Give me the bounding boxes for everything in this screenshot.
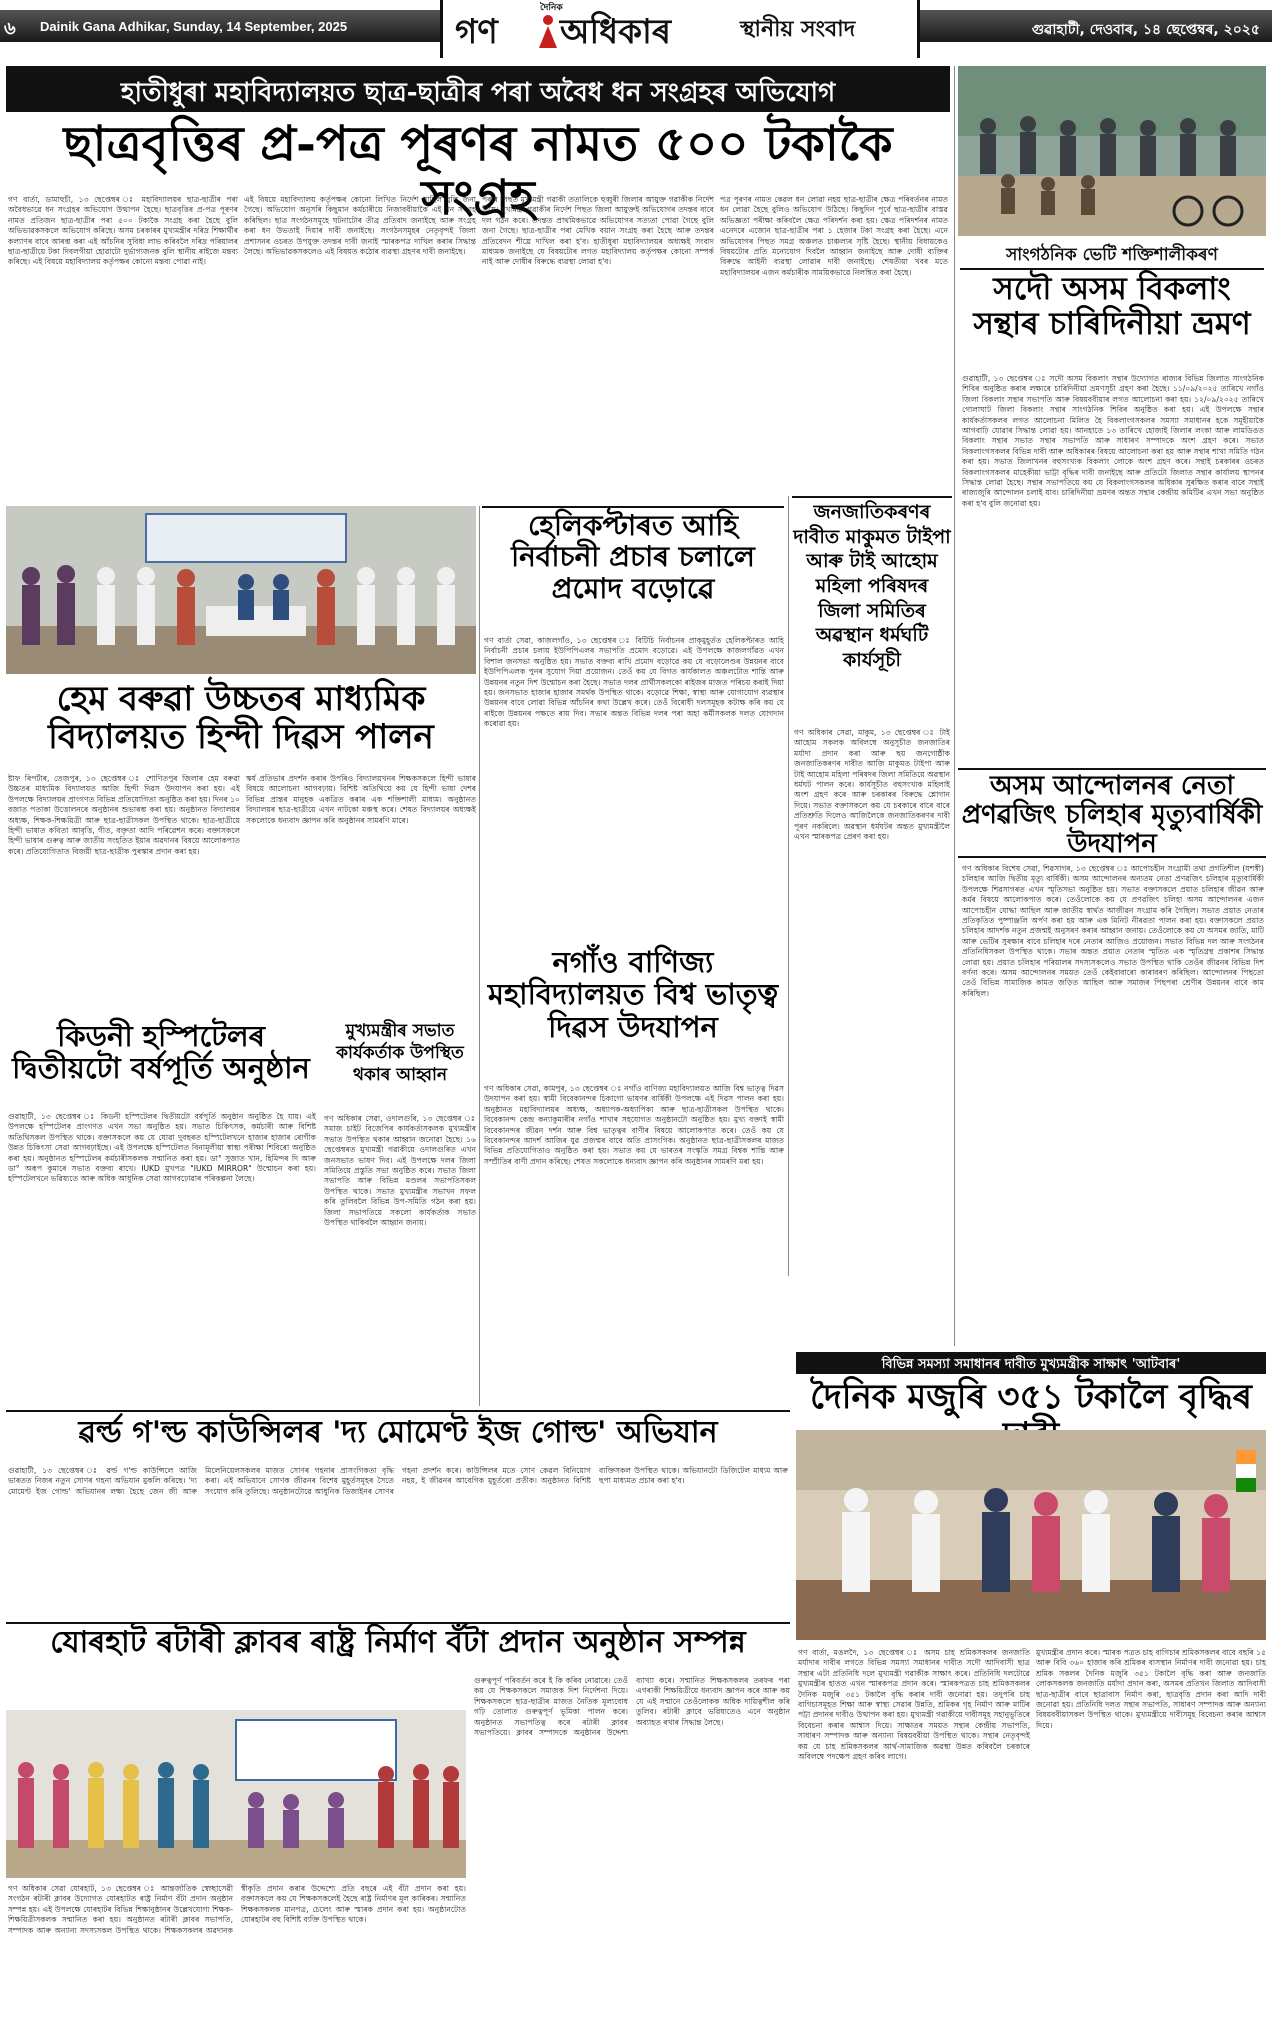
cm-text: গণ অধিকাৰ সেৱা, ওদালগুৰি, ১৩ ছেপ্তেম্বৰ ঃ সমাজ চাইট বিজেপিৰ কাৰ্যকৰ্তাসকলক মুখ্যমন্ত্ৰীৰ সভাত উপস্থিত থকাৰ আহ্বান জনোৱা হৈছে। ১৬ ছেপ্তেম্বৰত মুখ্যমন্ত্ৰী গৱাকীয়ে ওদালগুৰিত এখন জনসভাত ভাষণ দিব। এই উপলক্ষে দলৰ জিলা সমিতিয়ে প্ৰস্তুতি সভা অনুষ্ঠিত কৰে। সভাত জিলা সভাপতি আৰু বিভিন্ন মণ্ডলৰ সভাপতিসকল উপস্থিত থাকে। সভাত মুখ্যমন্ত্ৰীৰ সভাখন সফল কৰি তুলিবলৈ বিভিন্ন উপ-সমিতি গঠন কৰা হয়। জিলা সভাপতিয়ে সকলো কাৰ্যকৰ্তাক সভাত উপস্থিত থাকিবলৈ আহ্বান জনায়। bbox=[324, 1114, 476, 1228]
lead-col-4: পত্ৰ পূৰণৰ নামত কেৱল ধন লোৱা নহয় ছাত্ৰ-ছাত্ৰীৰ ক্ষেত্ৰ পৰিবৰ্তনৰ নামত ধন লোৱা হৈছে বুলিও অভিযোগ উঠিছে। কিছুদিন পূৰ্বে ছাত্ৰ-ছাত্ৰীৰ বাস্তৱ অভিজ্ঞতা পৰীক্ষা কৰিবলৈ ক্ষেত্ৰ পৰিদৰ্শন কৰা হয়। ক্ষেত্ৰ পৰিদৰ্শনৰ নামত এনেদৰে এজোন ছাত্ৰ-ছাত্ৰীৰ পৰা ১ হেজাৰ টকা সংগ্ৰহ কৰা হৈছে। এনে অভিযোগৰ পিছত সমগ্ৰ অঞ্চলত চাঞ্চল্যৰ সৃষ্টি হৈছে। স্থানীয় বিধায়কেও বিষয়টোৰ প্ৰতি মনোযোগ দিবলৈ আহ্বান জনাইছে আৰু দোষী ব্যক্তিৰ বিৰুদ্ধে আইনী ব্যৱস্থা লোৱাৰ দাবী জনাইছে। শেষতীয়া খবৰ মতে মহাবিদ্যালয়ৰ এজন কৰ্মচাৰীক সাময়িকভাৱে নিলম্বিত কৰা হৈছে। bbox=[720, 195, 948, 277]
rotary-headline: যোৰহাট ৰটাৰী ক্লাবৰ ৰাষ্ট্ৰ নিৰ্মাণ বঁটা প্ৰদান অনুষ্ঠান সম্পন্ন bbox=[50, 1625, 746, 1660]
disabled-kicker: সাংগঠনিক ভেটি শক্তিশালীকৰণ bbox=[1006, 245, 1218, 265]
wage-text-1: গণ বাৰ্তা, মঙলদৈ, ১৩ ছেপ্তেম্বৰ ঃ অসম চাহ শ্ৰমিকসকলৰ জনজাতি মৰ্যাদাৰ দাবীৰ লগতে বিভিন্ন সমস্যা সমাধানৰ দাবীত সদৌ আদিবাসী ছাত্ৰ সন্থাৰ এটা প্ৰতিনিধি দলে মুখ্যমন্ত্ৰী গৱাকীক সাক্ষাৎ কৰে। প্ৰতিনিধি দলটোৱে মুখ্যমন্ত্ৰীৰ হাতত এখন স্মাৰকপত্ৰ প্ৰদান কৰে। স্মাৰকপত্ৰত চাহ শ্ৰমিকসকলৰ দৈনিক মজুৰি ৩৫১ টকালৈ বৃদ্ধি কৰাৰ দাবী জনোৱা হয়। তদুপৰি চাহ বাগিচাসমূহত শিক্ষা আৰু স্বাস্থ্য সেৱাৰ উন্নতি, শ্ৰমিকৰ গৃহ নিৰ্মাণ আৰু মাটিৰ পট্টা প্ৰদানৰ দাবীও উত্থাপন কৰা হয়। মুখ্যমন্ত্ৰী গৱাকীয়ে দাবীসমূহ সহানুভূতিৰে বিবেচনা কৰাৰ আশ্বাস দিয়ে। সাক্ষাতৰ সময়ত সন্থাৰ কেন্দ্ৰীয় সভাপতি, সাধাৰণ সম্পাদক আৰু অন্যান্য বিষয়ববীয়া উপস্থিত থাকে। সন্থাৰ নেতৃবৃন্দই কয় যে চাহ শ্ৰমিকসকলৰ আৰ্থ-সামাজিক অৱস্থা উন্নত কৰিবলৈ চৰকাৰে অবিলম্বে পদক্ষেপ গ্ৰহণ কৰিব লাগে। bbox=[798, 1648, 1030, 1762]
section-name: স্থানীয় সংবাদ bbox=[740, 16, 856, 42]
lead-col-1: গণ বাৰ্তা, ডামাহুচী, ১৩ ছেপ্তেম্বৰ ঃ মহাবিদ্যালয়ৰ ছাত্ৰ-ছাত্ৰীৰ পৰা অবৈধভাৱে ধন সংগ্ৰহৰ অভিযোগ উত্থাপন হৈছে। ছাত্ৰবৃত্তিৰ প্ৰ-পত্ৰ পূৰণৰ নামত প্ৰতিজন ছাত্ৰ-ছাত্ৰীৰ পৰা ৫০০ টকাকৈ সংগ্ৰহ কৰা হৈছে বুলি অভিভাৱকসকলে অভিযোগ কৰিছে। অসম চৰকাৰৰ মুখ্যমন্ত্ৰীৰ দৰিদ্ৰ শিক্ষাৰ্থীৰ কল্যাণৰ বাবে আৰম্ভ কৰা এই আঁচনিৰ সুবিধা লাভ কৰিবলৈ দৰিদ্ৰ পৰিয়ালৰ ছাত্ৰ-ছাত্ৰীয়ে টকা দিবলগীয়া হোৱাটো দুৰ্ভাগ্যজনক বুলি স্থানীয় ৰাইজে মন্তব্য কৰিছে। এই বিষয়ে মহাবিদ্যালয় কৰ্তৃপক্ষৰ কোনো মন্তব্য পোৱা নাই। bbox=[8, 195, 238, 267]
gold-headline: ৱৰ্ল্ড গ'ল্ড কাউন্সিলৰ 'দ্য মোমেণ্ট ইজ গোল্ড' অভিযান bbox=[78, 1415, 718, 1450]
heli-headline: হেলিকপ্টাৰত আহি নিৰ্বাচনী প্ৰচাৰ চলালে প্ৰমোদ বড়োৱে bbox=[511, 509, 755, 605]
women-rule bbox=[792, 496, 952, 498]
logo-left: গণ bbox=[455, 12, 498, 52]
commerce-text: গণ অধিকাৰ সেৱা, কামপুৰ, ১৩ ছেপ্তেম্বৰ ঃ নগাঁও বাণিজ্য মহাবিদ্যালয়ত আজি বিশ্ব ভাতৃত্ব দিৱস উদযাপন কৰা হয়। স্বামী বিবেকানন্দৰ চিকাগো ভাষণৰ বাৰ্ষিকী উপলক্ষে এই দিৱস পালন কৰা হয়। অনুষ্ঠানত মহাবিদ্যালয়ৰ অধ্যক্ষ, অধ্যাপক-অধ্যাপিকা আৰু ছাত্ৰ-ছাত্ৰীসকল উপস্থিত থাকে। বিবেকানন্দ কেন্দ্ৰ কন্যাকুমাৰীৰ নগাঁও শাখাৰ সহযোগত অনুষ্ঠানটো অনুষ্ঠিত হয়। মুখ্য বক্তাই স্বামী বিবেকানন্দৰ জীৱন দৰ্শন আৰু বিশ্ব ভাতৃত্বৰ বাণীৰ বিষয়ে আলোকপাত কৰে। তেওঁ কয় যে বিবেকানন্দৰ আদৰ্শ আজিৰ যুৱ প্ৰজন্মৰ বাবে অতি প্ৰাসংগিক। অনুষ্ঠানত ছাত্ৰ-ছাত্ৰীসকলৰ মাজত বিভিন্ন প্ৰতিযোগিতাও অনুষ্ঠিত কৰা হয়। সভাত কয় যে ভাৰতৰ সংস্কৃতি সমগ্ৰ বিশ্বক শান্তি আৰু সম্প্ৰীতিৰ বাণী প্ৰদান কৰিছে। শেষত সকলোকে ধন্যবাদ জ্ঞাপন কৰি অনুষ্ঠানৰ সামৰণি মৰা হয়। bbox=[484, 1084, 784, 1166]
hindi-text-2: স্কৰ্ষ প্ৰতিভাৰ প্ৰদৰ্শন কৰাৰ উপৰিও বিদ্যালয়খনৰ শিক্ষকসকলে হিন্দী ভাষাৰ বিষয়ে আলোচনা আগবঢ়ায়। বিশিষ্ট অতিথিয়ে কয় যে হিন্দী ভাষা দেশৰ বিভিন্ন প্ৰান্তৰ মানুহক একত্ৰিত কৰাৰ এক শক্তিশালী মাধ্যম। অনুষ্ঠানত বিদ্যালয়ৰ ছাত্ৰ-ছাত্ৰীয়ে এখন নাটকো মঞ্চস্থ কৰে। শেষত বিদ্যালয়ৰ অধ্যক্ষই সকলোকে ধন্যবাদ জ্ঞাপন কৰি অনুষ্ঠানৰ সামৰণি মাৰে। bbox=[246, 774, 476, 825]
gold-text: গুৱাহাটী, ১৩ ছেপ্তেম্বৰ ঃ ৱৰ্ল্ড গ'ল্ড কাউন্সিলে আজি ভাৰতত নিজৰ নতুন সোণৰ গহনা অভিযান মুকলি কৰিছে। 'দ্য মোমেণ্ট ইজ গোল্ড' অভিযানৰ লক্ষ্য হৈছে জেন জী আৰু মিলেনিয়েলসকলৰ মাজত সোণৰ গহনাৰ প্ৰাসংগিকতা বৃদ্ধি কৰা। এই অভিযানে সোণক জীৱনৰ বিশেষ মুহূৰ্তসমূহৰ সৈতে সংযোগ কৰি তুলিছে। অনুষ্ঠানটোৱে আধুনিক ডিজাইনৰ সোণৰ গহনা প্ৰদৰ্শন কৰে। কাউন্সিলৰ মতে সোণ কেৱল বিনিয়োগ নহয়, ই জীৱনৰ আবেগিক মুহূৰ্তৰো প্ৰতীক। অনুষ্ঠানত বিশিষ্ট ব্যক্তিসকল উপস্থিত থাকে। অভিযানটো ডিজিটেল মাধ্যম আৰু ছপা মাধ্যমত প্ৰচাৰ কৰা হ'ব। bbox=[8, 1466, 788, 1496]
leader-headline: অসম আন্দোলনৰ নেতা প্ৰণৱজিৎ চলিহাৰ মৃত্যুবাৰ্ষিকী উদযাপন bbox=[961, 771, 1263, 860]
hindi-headline: হেম বৰুৱা উচ্চতৰ মাধ্যমিক বিদ্যালয়ত হিন্দী দিৱস পালন bbox=[48, 679, 434, 758]
rotary-text-1: গণ অধিকাৰ সেৱা যোৰহাট, ১৩ ছেপ্তেম্বৰ ঃ আন্তৰ্জাতিক স্বেচ্ছাসেৱী সংগঠন ৰটাৰী ক্লাবৰ উদ্যোগত যোৰহাটত ৰাষ্ট্ৰ নিৰ্মাণ বঁটা প্ৰদান অনুষ্ঠান সম্পন্ন হয়। এই উপলক্ষে যোৰহাটৰ বিভিন্ন শিক্ষানুষ্ঠানৰ উল্লেখযোগ্য শিক্ষক-শিক্ষয়িত্ৰীসকলক সন্মানিত কৰা হয়। অনুষ্ঠানত ৰটাৰী ক্লাবৰ সভাপতি, সম্পাদক আৰু অন্যান্য সদস্যসকল উপস্থিত থাকে। শিক্ষকসকলৰ অৱদানক স্বীকৃতি প্ৰদান কৰাৰ উদ্দেশ্যে প্ৰতি বছৰে এই বঁটা প্ৰদান কৰা হয়। বক্তাসকলে কয় যে শিক্ষকসকলেই হৈছে ৰাষ্ট্ৰ নিৰ্মাণৰ মূল কাৰিকৰ। সন্মানিত শিক্ষকসকলক মানপত্ৰ, চেলেং আৰু স্মাৰক প্ৰদান কৰা হয়। অনুষ্ঠানটোত যোৰহাটৰ বহু বিশিষ্ট ব্যক্তি উপস্থিত থাকে। bbox=[8, 1884, 466, 1935]
disabled-headline: সদৌ অসম বিকলাং সন্থাৰ চাৰিদিনীয়া ভ্ৰমণ bbox=[973, 271, 1251, 342]
masthead-right-text: গুৱাহাটী, দেওবাৰ, ১৪ ছেপ্তেম্বৰ, ২০২৫ bbox=[1031, 22, 1260, 38]
page-number: ৬ bbox=[4, 18, 16, 39]
logo-right: অধিকাৰ bbox=[560, 12, 672, 52]
wage-headline: দৈনিক মজুৰি ৩৫১ টকালৈ বৃদ্ধিৰ bbox=[810, 1377, 1252, 1417]
hindi-day-photo bbox=[6, 506, 476, 674]
wage-kicker-band bbox=[796, 1352, 1266, 1374]
gold-rule bbox=[6, 1410, 790, 1412]
leader-text: গণ অধিকাৰ বিশেষ সেৱা, শিৱসাগৰ, ১৩ ছেপ্তেম্বৰ ঃ আপোচহীন সংগ্ৰামী তথা প্ৰগতিশীল (যশস্বী) চলিহাৰ আজি দ্বিতীয় মৃত্যু বাৰ্ষিকী। অসম আন্দোলনৰ অন্যতম নেতা প্ৰণৱজিৎ চলিহাৰ মৃত্যুবাৰ্ষিকী উপলক্ষে শিৱসাগৰত এখন স্মৃতিসভা অনুষ্ঠিত হয়। সভাত বক্তাসকলে প্ৰয়াত চলিহাৰ জীৱন আৰু কৰ্মৰ বিষয়ে আলোকপাত কৰে। তেওঁলোকে কয় যে প্ৰণৱজিৎ চলিহা অসম আন্দোলনৰ এজন আপোচহীন যোদ্ধা আছিল আৰু জাতীয় স্বাৰ্থত আজীৱন সংগ্ৰাম কৰি গৈছিল। সভাত প্ৰয়াত নেতাৰ প্ৰতিকৃতিত পুষ্পাঞ্জলি অৰ্পণ কৰা হয় আৰু এক মিনিট নীৰৱতা পালন কৰা হয়। বক্তাসকলে প্ৰয়াত চলিহাৰ আদৰ্শক নতুন প্ৰজন্মই অনুসৰণ কৰাৰ আহ্বান জনায়। তেওঁলোকে কয় যে অসমৰ জাতি, মাটি আৰু ভেটিৰ সুৰক্ষাৰ বাবে চলিহাৰ দৰে নেতাৰ আজিও প্ৰয়োজন। সভাত বিভিন্ন দল আৰু সংগঠনৰ প্ৰতিনিধিসকল উপস্থিত থাকে। সভাৰ অন্তত প্ৰয়াত নেতাৰ স্মৃতিত এক স্মৃতিগ্ৰন্থ প্ৰকাশৰ সিদ্ধান্ত লোৱা হয়। প্ৰয়াত চলিহাৰ পৰিয়ালৰ সদস্যসকলেও সভাত উপস্থিত থাকি তেওঁৰ জীৱনৰ বিভিন্ন দিশ বৰ্ণনা কৰে। অসম আন্দোলনৰ সময়ত তেওঁ কেইবাবাৰো কাৰাবৰণ কৰিছিল। আন্দোলনৰ পিছতো তেওঁ বিভিন্ন সামাজিক কামত জড়িত আছিল আৰু সমাজৰ পিছপৰা শ্ৰেণীৰ উন্নয়নৰ বাবে কাম কৰিছিল। bbox=[962, 864, 1264, 998]
column-divider bbox=[954, 66, 955, 1346]
lead-banner-text: হাতীধুৰা মহাবিদ্যালয়ত ছাত্ৰ-ছাত্ৰীৰ পৰা অবৈধ ধন সংগ্ৰহৰ অভিযোগ bbox=[120, 78, 836, 108]
column-divider bbox=[479, 506, 480, 1406]
rotary-photo bbox=[6, 1710, 466, 1878]
rotary-text-2: গুৰুত্বপূৰ্ণ পৰিবৰ্তন কৰে ই কি কৰিব নোৱাৰে। তেওঁ কয় যে শিক্ষকসকলে সমাজক দিশ নিৰ্দেশনা দিয়ে। শিক্ষকসকলে ছাত্ৰ-ছাত্ৰীৰ মাজত নৈতিক মূল্যবোধ গঢ়ি তোলাত গুৰুত্বপূৰ্ণ ভূমিকা পালন কৰে। অনুষ্ঠানত সভাপতিত্ব কৰে ৰটাৰী ক্লাবৰ সভাপতিয়ে। ক্লাবৰ সম্পাদকে অনুষ্ঠানৰ উদ্দেশ্য ব্যাখ্যা কৰে। সন্মানিত শিক্ষকসকলৰ তৰফৰ পৰা এগৰাকী শিক্ষয়িত্ৰীয়ে ধন্যবাদ জ্ঞাপন কৰে আৰু কয় যে এই সন্মানে তেওঁলোকক অধিক দায়িত্বশীল কৰি তুলিব। ৰটাৰী ক্লাবে ভৱিষ্যতেও এনে অনুষ্ঠান অব্যাহত ৰখাৰ সিদ্ধান্ত লৈছে। bbox=[474, 1676, 790, 1738]
lead-col-3: পৰাৰ পিছত মুখ্যমন্ত্ৰী গৱাকী ততালিকে হুব্বুৰী জিলাৰ আয়ুক্ত গৱাকীক নিৰ্দেশ দিয়ে। মুখ্যমন্ত্ৰী গৱাকীৰ নিৰ্দেশ পিছত জিলা আয়ুক্তই অভিযোগৰ তদন্তৰ বাবে দল গঠন কৰে। তদন্তত প্ৰাথমিকভাৱে অভিযোগৰ সত্যতা পোৱা গৈছে বুলি জনা গৈছে। ছাত্ৰ-ছাত্ৰীৰ পৰা মেখিক বয়ান সংগ্ৰহ কৰা হৈছে আৰু তদন্তৰ প্ৰতিবেদন শীঘ্ৰে দাখিল কৰা হ'ব। হাতীধুৰা মহাবিদ্যালয়ৰ অধ্যক্ষই সংবাদ মাধ্যমক জনাইছে যে বিষয়টোৰ লগত মহাবিদ্যালয় কৰ্তৃপক্ষৰ কোনো সম্পৰ্ক নাই আৰু দোষীৰ বিৰুদ্ধে ব্যৱস্থা লোৱা হ'ব। bbox=[482, 195, 714, 267]
commerce-headline: নগাঁও বাণিজ্য মহাবিদ্যালয়ত বিশ্ব ভাতৃত্ব দিৱস উদযাপন bbox=[487, 945, 779, 1044]
lead-banner bbox=[6, 66, 950, 112]
kidney-headline: কিডনী হস্পিটেলৰ দ্বিতীয়টো বৰ্ষপূৰ্তি অনুষ্ঠান bbox=[12, 1019, 310, 1086]
women-headline: জনজাতিকৰণৰ দাবীত মাকুমত টাইপা আৰু টাই আহোম মহিলা পৰিষদৰ জিলা সমিতিৰ অৱস্থান ধৰ্মঘটি কাৰ্যসূচী bbox=[793, 501, 951, 672]
kidney-text: গুৱাহাটী, ১৩ ছেপ্তেম্বৰ ঃ কিডনী হস্পিটেলৰ দ্বিতীয়টো বৰ্ষপূৰ্তি অনুষ্ঠান অনুষ্ঠিত হৈ যায়। এই উপলক্ষে হস্পিটেলৰ প্ৰাংগণত এখন সভা অনুষ্ঠিত হয়। সভাত চিকিৎসক, কৰ্মচাৰী আৰু বিশিষ্ট অতিথিসকল উপস্থিত থাকে। বক্তাসকলে কয় যে যোৱা দুবছৰত হস্পিটেলখনে হাজাৰ হাজাৰ ৰোগীক উন্নত চিকিৎসা সেৱা আগবঢ়াইছে। এই উপলক্ষে হস্পিটেলত বিনামূলীয়া স্বাস্থ্য পৰীক্ষা শিবিৰো অনুষ্ঠিত কৰা হয়। অনুষ্ঠানত হস্পিটেলৰ কৰ্মচাৰীসকলক সন্মানিত কৰা হয়। ডা° সুজাত খান, হিমিন্দৰ দি আৰু ডা° অৰূপ কুমাৰে সভাত বক্তব্য ৰাখে। IUKD মুখপত্ৰ "IUKD MIRROR" উন্মোচন কৰা হয়। হস্পিটেলখনে ভৱিষ্যতে আৰু অধিক আধুনিক সেৱা আগবঢ়োৱাৰ পৰিকল্পনা লৈছে। bbox=[8, 1112, 316, 1184]
rotary-rule bbox=[6, 1622, 790, 1624]
masthead bbox=[0, 0, 1272, 60]
hindi-text-1: ষ্টাফ ৰিপৰ্টাৰ, তেজপুৰ, ১৩ ছেপ্তেম্বৰ ঃ শোণিতপুৰ জিলাৰ হেম বৰুৱা উচ্চতৰ মাধ্যমিক বিদ্যালয়ত আজি হিন্দী দিৱস উদযাপন কৰা হয়। এই উপলক্ষে বিদ্যালয়ৰ প্ৰাংগণত বিভিন্ন প্ৰতিযোগিতা অনুষ্ঠিত কৰা হয়। দিনৰ ১০ বজাত পতাকা উত্তোলনৰে অনুষ্ঠানৰ শুভাৰম্ভ কৰা হয়। অনুষ্ঠানত বিদ্যালয়ৰ অধ্যক্ষ, শিক্ষক-শিক্ষয়িত্ৰী আৰু ছাত্ৰ-ছাত্ৰীসকল উপস্থিত থাকে। ছাত্ৰ-ছাত্ৰীয়ে হিন্দী ভাষাত কবিতা আবৃত্তি, গীত, বক্তৃতা আদি পৰিৱেশন কৰে। বক্তাসকলে হিন্দী ভাষাৰ গুৰুত্ব আৰু জাতীয় সংহতিত ইয়াৰ অৱদানৰ বিষয়ে আলোকপাত কৰে। প্ৰতিযোগিতাত বিজয়ী ছাত্ৰ-ছাত্ৰীক পুৰস্কাৰ প্ৰদান কৰা হয়। bbox=[8, 774, 240, 856]
wage-text-2: মুখ্যমন্ত্ৰীৰ প্ৰদান কৰে। স্মাৰক পত্ৰত চাহ বাগিচাৰ শ্ৰমিকসকলৰ বাবে বছৰি ১৫ আৰু বিবি ৩৬০ হাজাৰ কৰি শ্ৰমিকৰ বাসস্থান নিৰ্মাণৰ দাবী জনোৱা হয়। চাহ শ্ৰমিক সকলৰ দৈনিক মজুৰি ৩৫১ টকালৈ বৃদ্ধি কৰা আৰু জনজাতি লোকসকলক জনজাতি মৰ্যাদা প্ৰদান কৰা, অসমৰ প্ৰতিখন জিলাত আদিবাসী ছাত্ৰ-ছাত্ৰীৰ বাবে ছাত্ৰাবাস নিৰ্মাণ কৰা, ছাত্ৰবৃত্তি প্ৰদান কৰা আদি দাবী জনোৱা হয়। প্ৰতিনিধি দলত সন্থাৰ সভাপতি, সাধাৰণ সম্পাদক আৰু অন্যান্য বিষয়ববীয়াসকল উপস্থিত থাকে। মুখ্যমন্ত্ৰীয়ে দাবীসমূহ বিবেচনা কৰাৰ আশ্বাস দিয়ে। bbox=[1036, 1648, 1266, 1730]
logo-figure-icon bbox=[535, 14, 561, 50]
disabled-kicker-rule bbox=[960, 268, 1264, 270]
wage-kicker: বিভিন্ন সমস্যা সমাধানৰ দাবীত মুখ্যমন্ত্ৰীক সাক্ষাৎ 'আটবাৰ' bbox=[881, 1357, 1181, 1372]
lead-headline: ছাত্ৰবৃত্তিৰ প্ৰ-পত্ৰ পূৰণৰ নামত ৫০০ টকাকৈ সংগ্ৰহ bbox=[63, 116, 893, 226]
cm-headline: মুখ্যমন্ত্ৰীৰ সভাত কাৰ্যকৰ্তাক উপস্থিত থকাৰ আহ্বান bbox=[336, 1021, 464, 1086]
disabled-association-photo bbox=[958, 66, 1266, 236]
women-text: গণ অধিকাৰ সেৱা, মাকুম, ১৩ ছেপ্তেম্বৰ ঃ টাই আহোম সকলক অবিলম্বে অনুসূচীত জনজাতিৰ মৰ্যাদা প্ৰদান কৰা আৰু ছয় জনগোষ্ঠীক জনজাতিকৰণৰ দাবীত আজি মাকুমত টাইপা আৰু টাই আহোম মহিলা পৰিষদৰ জিলা সমিতিয়ে অৱস্থান ধৰ্মঘট পালন কৰে। কাৰ্যসূচীত বহুসংখ্যক মহিলাই অংশ গ্ৰহণ কৰে আৰু চৰকাৰৰ বিৰুদ্ধে শ্লোগান দিয়ে। সভাত বক্তাসকলে কয় যে চৰকাৰে বাৰে বাৰে প্ৰতিশ্ৰুতি দিলেও আজিলৈকে জনজাতিকৰণৰ দাবী পূৰণ নকৰিলে। অৱস্থান ধৰ্মঘটৰ অন্তত মুখ্যমন্ত্ৰীলৈ এখন স্মাৰকপত্ৰ প্ৰেৰণ কৰা হয়। bbox=[794, 728, 950, 842]
logo-kicker: দৈনিক bbox=[540, 3, 563, 13]
heli-text: গণ বাৰ্তা সেৱা, কাজলগাঁও, ১৩ ছেপ্তেম্বৰ ঃ বিটিচি নিৰ্বাচনৰ প্ৰাক্‌মুহূৰ্তত হেলিকপ্টাৰত আহি নিৰ্বাচনী প্ৰচাৰ চলায় ইউপিপিএলৰ সভাপতি প্ৰমোদ বড়োৱে। এই উপলক্ষে কাজলগাঁৱত এখন বিশাল জনসভা অনুষ্ঠিত হয়। সভাত বক্তব্য ৰাখি প্ৰমোদ বড়োৱে কয় যে বড়োলেণ্ডৰ উন্নয়নৰ বাবে ইউপিপিএলক পুনৰ সুযোগ দিয়া প্ৰয়োজন। তেওঁ কয় যে বিগত কাৰ্যকালত অঞ্চলটোত শান্তি আৰু উন্নয়নৰ নতুন দিশ উন্মোচন কৰা হৈছে। সভাত দলৰ প্ৰাৰ্থীসকলকো ৰাইজৰ মাজত পৰিচয় কৰাই দিয়া হয়। জনসভাত হাজাৰ হাজাৰ সমৰ্থক উপস্থিত থাকে। বড়োৱে শিক্ষা, স্বাস্থ্য আৰু যোগাযোগ ব্যৱস্থাৰ উন্নয়নৰ বাবে লোৱা বিভিন্ন আঁচনিৰ কথা উল্লেখ কৰে। তেওঁ বিৰোধী দলসমূহক কটাক্ষ কৰি কয় যে ৰাইজে উন্নয়নৰ পক্ষতে ৰায় দিব। সভাৰ অন্তত বিভিন্ন দলৰ পৰা অহা কৰ্মীসকলক দলত যোগদান কৰোৱা হয়। bbox=[484, 636, 784, 729]
disabled-text: গুৱাহাটী, ১৩ ছেপ্তেম্বৰ ঃ সদৌ অসম বিকলাং সন্থাৰ উদ্যোগত ৰাজ্যৰ বিভিন্ন জিলাত সাংগঠনিক শিবিৰ অনুষ্ঠিত কৰাৰ লক্ষ্যৰে চাৰিদিনীয়া ভ্ৰমণসূচী গ্ৰহণ কৰা হৈছে। ১১/০৯/২০২৫ তাৰিখে নগাঁও জিলা বিকলাং সন্থাৰ সভাপতি আৰু বিষয়ববীয়াৰ লগত আলোচনা কৰা হয়। ১২/০৯/২০২৫ তাৰিখে গোলাঘাট জিলা বিকলাং সন্থাৰ সাংগঠনিক শিবিৰ অনুষ্ঠিত কৰা হয়। এই উপলক্ষে সন্থাৰ কাৰ্যকৰ্তাসকলৰ লগত আলোচনা মিলিত হৈ বিকলাংগসকলৰ সমস্যা সমাধানৰ হকে সমূহীয়াকৈ আগবাঢ়ি যোৱাৰ সিদ্ধান্ত লোৱা হয়। আনহাতে ১৩ তাৰিখে হোজাই জিলাৰ লংকা আৰু লামডিঙত বিকলাং সন্থাৰ সভাত সন্থাৰ সভাপতি আৰু সাধাৰণ সম্পাদকে অংশ গ্ৰহণ কৰে। সভাত বিকলাংগসকলৰ বিভিন্ন দাবী আৰু অধিকাৰৰ বিষয়ে আলোচনা কৰা হয় আৰু সন্থাৰ শাখা সমিতি গঠন কৰা হয়। সভাত জিলাখনৰ বহুসংখ্যক বিকলাং লোকে অংশ গ্ৰহণ কৰে। সন্থাই চৰকাৰৰ ওচৰত বিকলাংগসকলৰ মাহেকীয়া ভাট্টা বৃদ্ধিৰ দাবী জনাইছে আৰু প্ৰতিটো জিলাত সন্থাৰ কাৰ্যালয় স্থাপনৰ সিদ্ধান্ত লোৱা হৈছে। সন্থাৰ সভাপতিয়ে কয় যে বিকলাংগসকলৰ অধিকাৰ সুৰক্ষিত কৰাৰ বাবে সন্থাই ৰাজ্যজুৰি আন্দোলন চলাই যাব। চাৰিদিনীয়া ভ্ৰমণৰ অন্তত সন্থাৰ কেন্দ্ৰীয় কমিটিৰ এখন সভা অনুষ্ঠিত কৰা হ'ব বুলি জনোৱা হয়। bbox=[962, 374, 1264, 508]
lead-col-2: এই বিষয়ে মহাবিদ্যালয় কৰ্তৃপক্ষৰ কোনো লিখিত নিৰ্দেশ নাছিল বুলি জনা গৈছে। অভিযোগ অনুসৰি কিছুমান কৰ্মচাৰীয়ে নিজাববীয়াকৈ এই ধন সংগ্ৰহ কৰিছিল। ছাত্ৰ সংগঠনসমূহে ঘটনাটোৰ তীব্ৰ প্ৰতিবাদ জনাইছে আৰু সংগ্ৰহ কৰা ধন উভতাই দিয়াৰ দাবী জনাইছে। সংগঠনসমূহৰ নেতৃবৃন্দই জিলা প্ৰশাসনৰ ওচৰত উপযুক্ত তদন্তৰ দাবী জনাই স্মাৰকপত্ৰ দাখিল কৰাৰ সিদ্ধান্ত লৈছে। অভিভাৱকসকলেও এই বিষয়ত কঠোৰ ব্যৱস্থা গ্ৰহণৰ দাবী জনাইছে। bbox=[244, 195, 476, 257]
column-divider bbox=[788, 496, 789, 1276]
masthead-left-text: Dainik Gana Adhikar, Sunday, 14 September, 2025 bbox=[40, 19, 348, 34]
wage-photo bbox=[796, 1430, 1266, 1640]
